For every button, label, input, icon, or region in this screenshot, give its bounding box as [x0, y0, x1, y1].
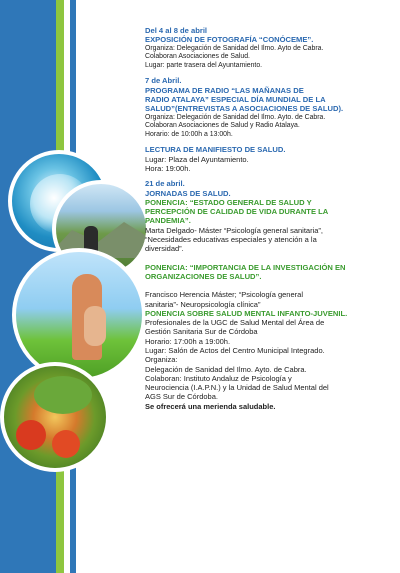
event-detail: Horario: de 10:00h a 13:00h. — [145, 130, 233, 138]
talk-speaker: sanitaria”- Neuropsicología clínica” — [145, 299, 261, 309]
event-radio-program — [145, 76, 377, 139]
talk-detail: Horario: 17:00h a 19:00h. — [145, 336, 231, 346]
talk-speaker: “Necesidades educativas especiales y atención a la — [145, 235, 317, 245]
event-title: JORNADAS DE SALUD. — [145, 188, 231, 198]
family-photo — [12, 248, 146, 382]
talk-speaker: diversidad”. — [145, 244, 184, 254]
talk-title: PONENCIA SOBRE SALUD MENTAL INFANTO-JUVENIL. — [145, 308, 348, 318]
talk-detail: Gestión Sanitaria Sur de Córdoba — [145, 327, 258, 337]
event-detail: Colaboran Asociaciones de Salud y Radio Atalaya. — [145, 122, 300, 130]
talk-speaker: Marta Delgado- Máster “Psicología general sanitaria”, — [145, 225, 323, 235]
event-date: 7 de Abril. — [145, 76, 182, 86]
talk-detail: Colaboran: Instituto Andaluz de Psicología y — [145, 373, 292, 383]
event-detail: Organiza: Delegación de Sanidad del Ilmo. Ayto. de Cabra. — [145, 113, 326, 121]
talk-detail: Profesionales de la UGC de Salud Mental del Área de — [145, 318, 325, 328]
event-manifesto-reading — [145, 145, 377, 173]
event-title: PROGRAMA DE RADIO “LAS MAÑANAS DE — [145, 85, 304, 95]
health-days — [145, 179, 377, 411]
program-text — [145, 26, 377, 417]
event-date: 21 de abril. — [145, 179, 185, 189]
talk-detail: Neurociencia (I.A.P.N.) y la Unidad de Salud Mental del — [145, 383, 329, 393]
event-title: EXPOSICIÓN DE FOTOGRAFÍA “CONÓCEME”. — [145, 35, 314, 45]
talk-title: PONENCIA: “IMPORTANCIA DE LA INVESTIGACIÓN EN — [145, 262, 346, 272]
talk-speaker: Francisco Herencia Máster; “Psicología general — [145, 290, 303, 300]
event-date: Del 4 al 8 de abril — [145, 26, 208, 35]
talk-title: PONENCIA: “ESTADO GENERAL DE SALUD Y — [145, 197, 312, 207]
closing-note: Se ofrecerá una merienda saludable. — [145, 401, 276, 411]
event-detail: Lugar: parte trasera del Ayuntamiento. — [145, 61, 263, 69]
event-detail: Colaboran Asociaciones de Salud. — [145, 53, 250, 61]
talk-detail: Organiza: — [145, 355, 178, 365]
talk-detail: AGS Sur de Córdoba. — [145, 392, 218, 402]
talk-detail: Lugar: Salón de Actos del Centro Municipal Integrado. — [145, 345, 325, 355]
event-title: LECTURA DE MANIFIESTO DE SALUD. — [145, 145, 286, 155]
event-photo-exhibition — [145, 26, 377, 70]
vegetables-photo — [0, 362, 110, 472]
event-title: RADIO ATALAYA” ESPECIAL DÍA MUNDIAL DE LA — [145, 94, 326, 104]
event-title: SALUD”(ENTREVISTAS A ASOCIACIONES DE SALUD). — [145, 104, 344, 114]
talk-title: ORGANIZACIONES DE SALUD”. — [145, 271, 262, 281]
event-detail: Hora: 19:00h. — [145, 163, 191, 173]
talk-title: PERCEPCIÓN DE CALIDAD DE VIDA DURANTE LA — [145, 207, 329, 217]
event-detail: Organiza: Delegación de Sanidad del Ilmo. Ayto de Cabra. — [145, 44, 324, 52]
event-detail: Lugar: Plaza del Ayuntamiento. — [145, 154, 249, 164]
talk-detail: Delegación de Sanidad del Ilmo. Ayto. de Cabra. — [145, 364, 307, 374]
talk-title: PANDEMIA”. — [145, 216, 191, 226]
